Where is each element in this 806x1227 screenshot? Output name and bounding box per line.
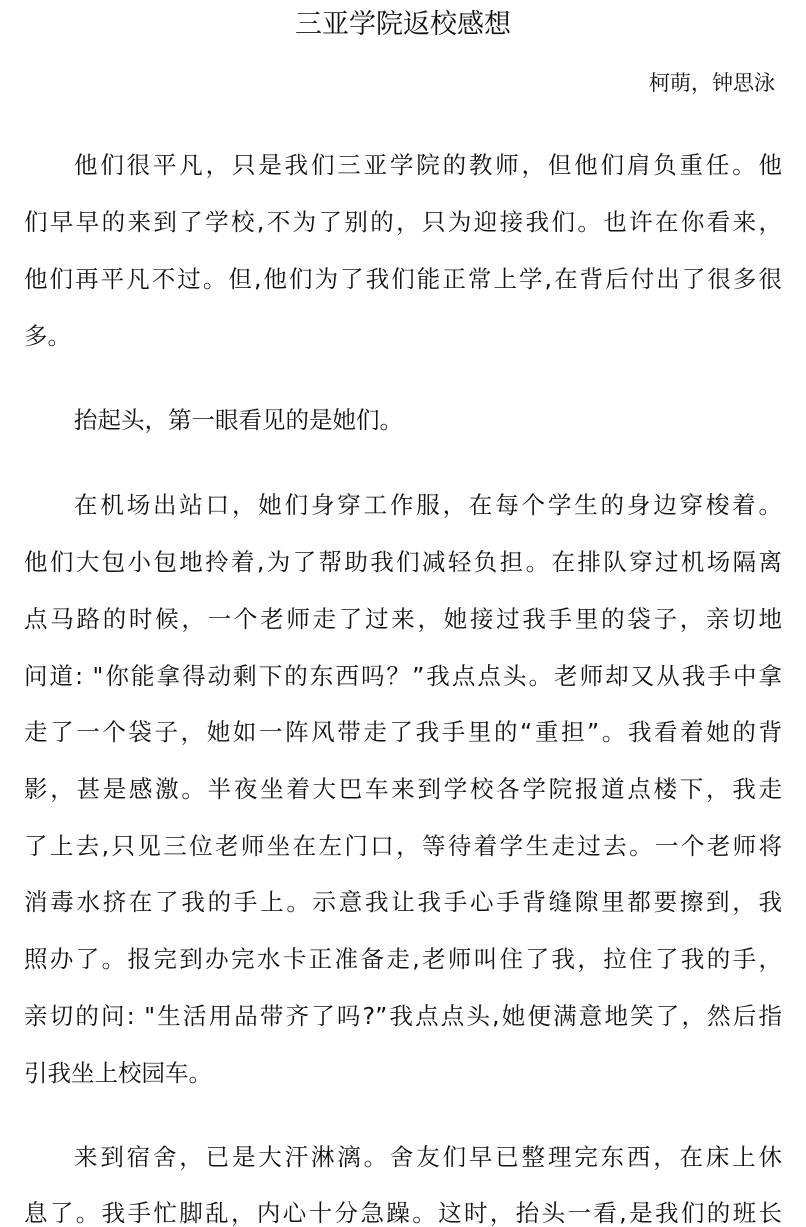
document-authors: 柯萌，钟思泳 — [649, 71, 775, 95]
paragraph-3-line-1: 在机场出站口，她们身穿工作服，在每个学生的身边穿梭着。 — [74, 491, 782, 519]
paragraph-2-line-1: 抬起头，第一眼看见的是她们。 — [74, 406, 403, 434]
paragraph-4-line-1: 来到宿舍，已是大汗淋漓。舍友们早已整理完东西，在床上休 — [74, 1143, 782, 1171]
paragraph-3-line-6: 影，甚是感激。半夜坐着大巴车来到学校各学院报道点楼下，我走 — [24, 775, 782, 803]
paragraph-3-line-2: 他们大包小包地拎着,为了帮助我们减轻负担。在排队穿过机场隔离 — [24, 548, 782, 576]
paragraph-1-line-3: 他们再平凡不过。但,他们为了我们能正常上学,在背后付出了很多很 — [24, 265, 782, 293]
paragraph-3-line-7: 了上去,只见三位老师坐在左门口，等待着学生走过去。一个老师将 — [24, 832, 782, 860]
document-title: 三亚学院返校感想 — [295, 9, 511, 40]
paragraph-3-line-4: 问道: "你能拿得动剩下的东西吗？”我点点头。老师却又从我手中拿 — [24, 662, 782, 690]
paragraph-3-line-3: 点马路的时候，一个老师走了过来，她接过我手里的袋子，亲切地 — [24, 605, 782, 633]
paragraph-1-line-2: 们早早的来到了学校,不为了别的，只为迎接我们。也许在你看来， — [24, 208, 782, 236]
paragraph-3-line-10: 亲切的问: "生活用品带齐了吗?”我点点头,她便满意地笑了，然后指 — [24, 1002, 782, 1030]
paragraph-3-line-5: 走了一个袋子，她如一阵风带走了我手里的“重担”。我看着她的背 — [24, 718, 782, 746]
paragraph-4-line-2: 息了。我手忙脚乱，内心十分急躁。这时，抬头一看,是我们的班长 — [24, 1199, 782, 1227]
paragraph-3-line-9: 照办了。报完到办完水卡正准备走,老师叫住了我，拉住了我的手， — [24, 945, 782, 973]
paragraph-3-line-8: 消毒水挤在了我的手上。示意我让我手心手背缝隙里都要擦到，我 — [24, 888, 782, 916]
paragraph-3-line-11: 引我坐上校园车。 — [24, 1059, 212, 1087]
paragraph-1-line-4: 多。 — [24, 322, 71, 350]
paragraph-1-line-1: 他们很平凡，只是我们三亚学院的教师，但他们肩负重任。他 — [74, 151, 782, 179]
